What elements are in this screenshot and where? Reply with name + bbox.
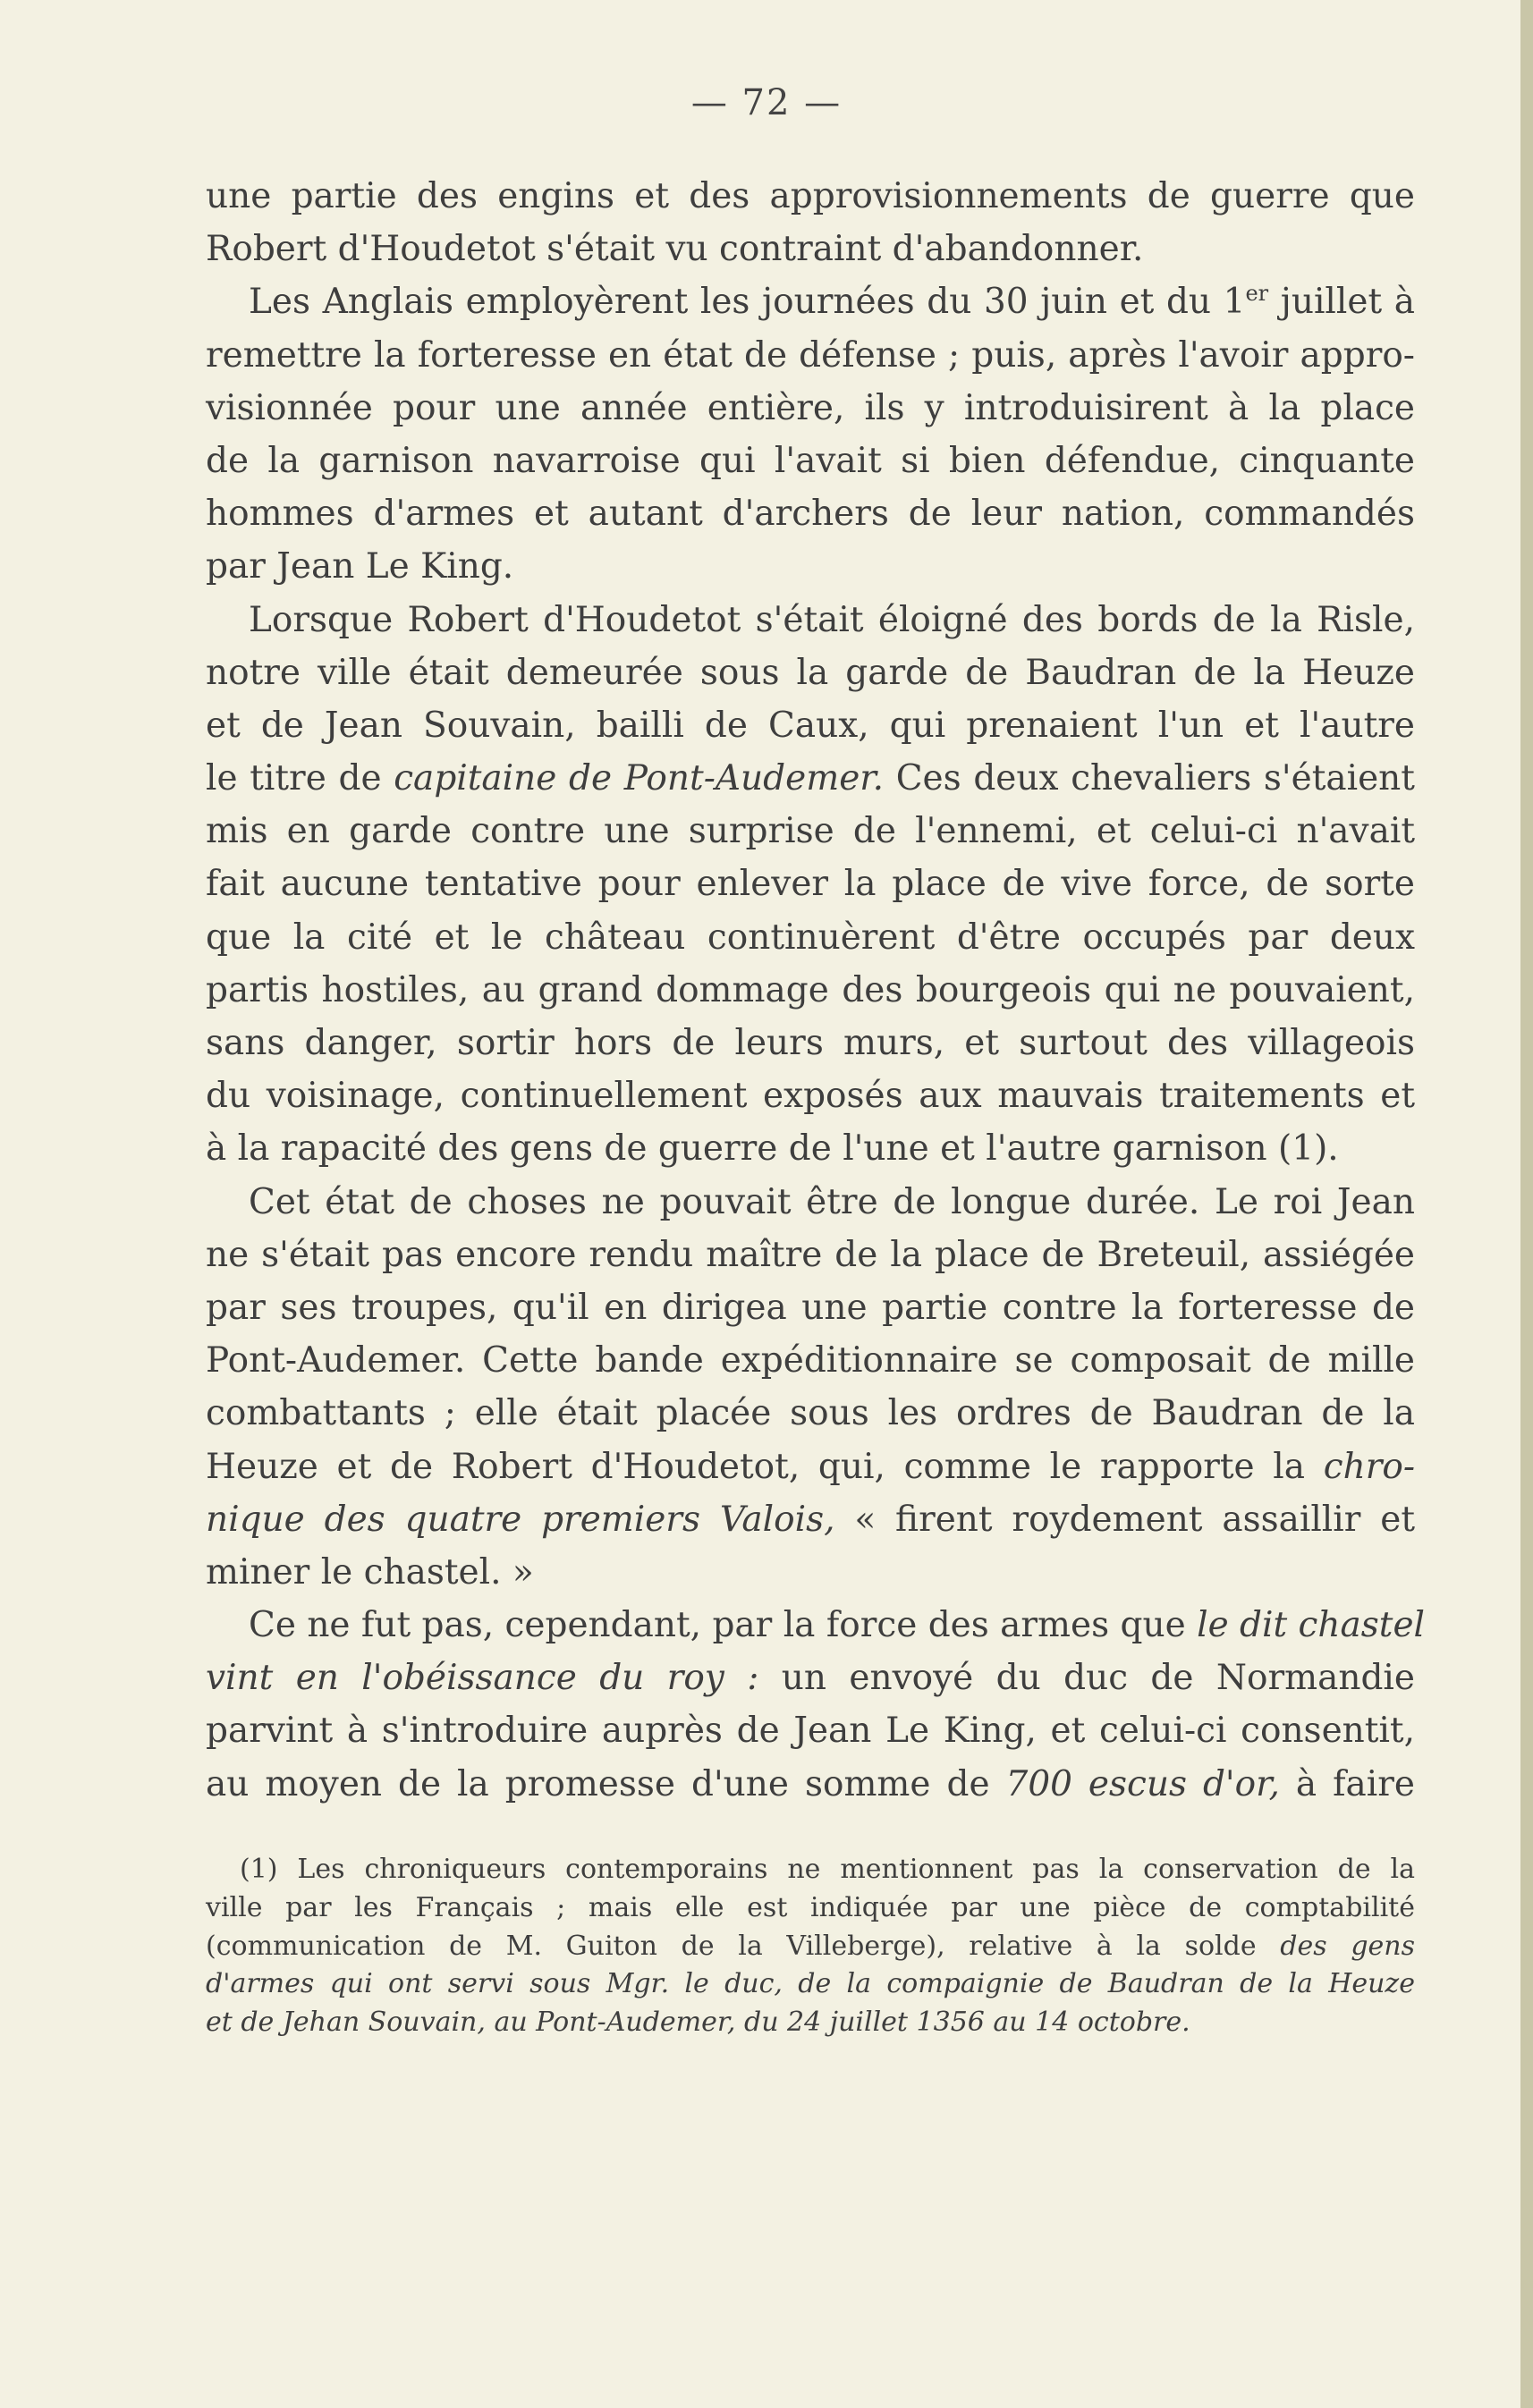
italic-text: vint en l'obéissance du roy : <box>206 1658 759 1699</box>
italic-text: le dit chastel <box>1197 1605 1426 1646</box>
text-line: Heuze et de Robert d'Houdetot, qui, comme le rapporte la chro- <box>206 1446 1415 1487</box>
text-line: remettre la forteresse en état de défense ; puis, après l'avoir appro- <box>206 334 1415 376</box>
text-line: parvint à s'introduire auprès de Jean Le King, et celui-ci consentit, <box>206 1711 1415 1752</box>
italic-text: 700 escus d'or, <box>1005 1763 1280 1804</box>
italic-text: capitaine de Pont-Audemer. <box>394 758 885 799</box>
text-line: par Jean Le King. <box>206 546 514 587</box>
text-line: le titre de capitaine de Pont-Audemer. Ces deux chevaliers s'étaient <box>206 758 1415 799</box>
text-line: mis en garde contre une surprise de l'ennemi, et celui-ci n'avait <box>206 811 1415 852</box>
text-line: au moyen de la promesse d'une somme de 700 escus d'or, à faire <box>206 1763 1415 1804</box>
text-line: que la cité et le château continuèrent d'être occupés par deux <box>206 917 1415 958</box>
body-text <box>206 170 1426 1811</box>
footnote-line: d'armes qui ont servi sous Mgr. le duc, de la compaignie de Baudran de la Heuze <box>206 1968 1415 2000</box>
superscript: er <box>1245 281 1269 307</box>
italic-text: des gens <box>1280 1930 1415 1962</box>
text-line: à la rapacité des gens de guerre de l'une et l'autre garnison (1). <box>206 1128 1339 1170</box>
text-line: Ce ne fut pas, cependant, par la force des armes que le dit chastel <box>249 1605 1426 1646</box>
text-line: par ses troupes, qu'il en dirigea une partie contre la forteresse de <box>206 1287 1415 1328</box>
text-line: miner le chastel. » <box>206 1551 534 1593</box>
text-line: notre ville était demeurée sous la garde de Baudran de la Heuze <box>206 652 1415 693</box>
text-line: combattants ; elle était placée sous les ordres de Baudran de la <box>206 1393 1415 1434</box>
text-line: Pont-Audemer. Cette bande expéditionnaire se composait de mille <box>206 1340 1415 1381</box>
footnote-line: ville par les Français ; mais elle est indiquée par une pièce de comptabilité <box>206 1891 1415 1923</box>
text-line: une partie des engins et des approvisionnements de guerre que <box>206 176 1415 216</box>
footnote-line: (1) Les chroniqueurs contemporains ne mentionnent pas la conservation de la <box>240 1854 1415 1885</box>
page-number: — 72 — <box>690 82 843 123</box>
footnote-line: et de Jehan Souvain, au Pont-Audemer, du 24 juillet 1356 au 14 octobre. <box>206 2007 1190 2039</box>
footnote-line: (communication de M. Guiton de la Villeberge), relative à la solde des gens <box>206 1930 1415 1962</box>
footnote <box>206 1851 1415 2042</box>
text-line: Les Anglais employèrent les journées du 30 juin et du 1er juillet à <box>249 281 1415 323</box>
text-line: de la garnison navarroise qui l'avait si bien défendue, cinquante <box>206 440 1415 481</box>
text-line: hommes d'armes et autant d'archers de leur nation, commandés <box>206 494 1415 535</box>
text-line: Robert d'Houdetot s'était vu contraint d'abandonner. <box>206 229 1144 270</box>
text-line: fait aucune tentative pour enlever la place de vive force, de sorte <box>206 864 1415 905</box>
text-line: partis hostiles, au grand dommage des bourgeois qui ne pouvaient, <box>206 969 1415 1010</box>
text-line: Cet état de choses ne pouvait être de longue durée. Le roi Jean <box>249 1181 1415 1222</box>
page-edge <box>1520 0 1533 2408</box>
text-line: du voisinage, continuellement exposés aux mauvais traitements et <box>206 1076 1415 1117</box>
text-line: Lorsque Robert d'Houdetot s'était éloigné des bords de la Risle, <box>249 599 1415 640</box>
italic-text: nique des quatre premiers Valois, <box>206 1499 835 1540</box>
italic-text: chro- <box>1323 1446 1415 1487</box>
text-line: vint en l'obéissance du roy : un envoyé du duc de Normandie <box>206 1658 1415 1699</box>
text-line: sans danger, sortir hors de leurs murs, et surtout des villageois <box>206 1023 1415 1063</box>
text-line: visionnée pour une année entière, ils y introduisirent à la place <box>206 387 1415 428</box>
text-line: et de Jean Souvain, bailli de Caux, qui prenaient l'un et l'autre <box>206 705 1415 746</box>
text-line: ne s'était pas encore rendu maître de la place de Breteuil, assiégée <box>206 1234 1415 1275</box>
text-line: nique des quatre premiers Valois, « firent roydement assaillir et <box>206 1499 1416 1540</box>
